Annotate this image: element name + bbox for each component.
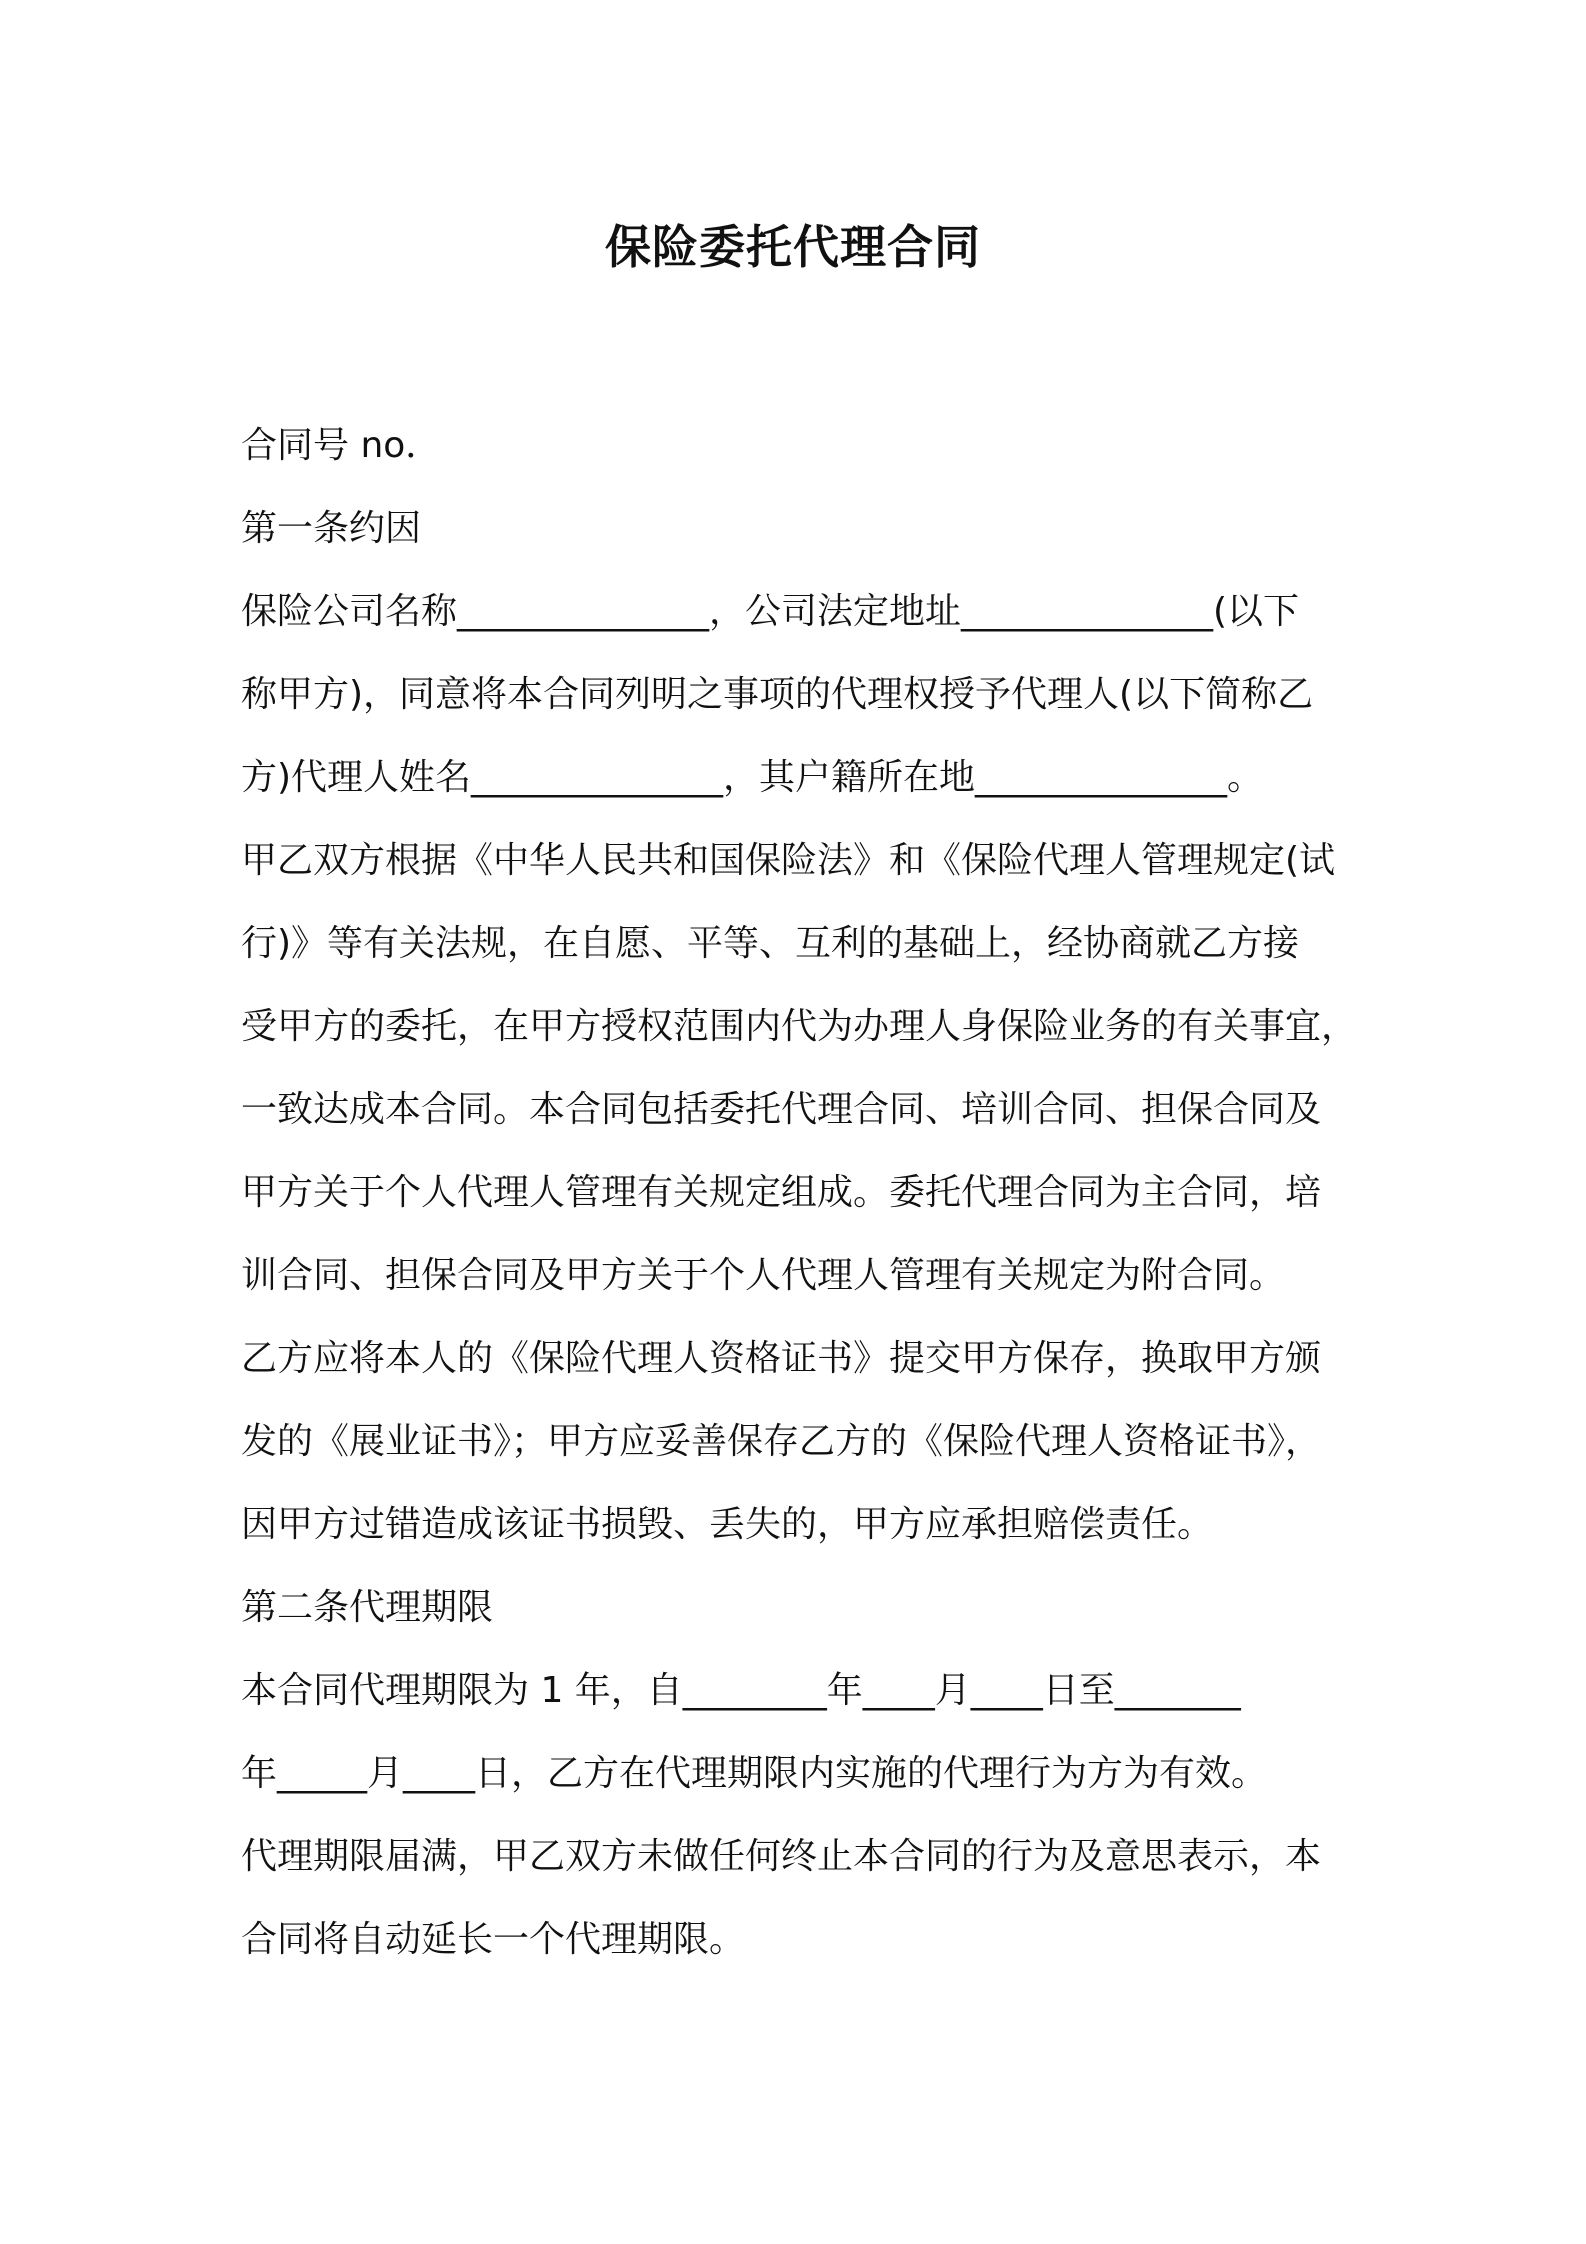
contract-number-line: 合同号 no． [241,425,442,466]
body-line: 训合同、担保合同及甲方关于个人代理人管理有关规定为附合同。 [241,1255,1286,1296]
body-line: 代理期限届满，甲乙双方未做任何终止本合同的行为及意思表示，本 [241,1836,1322,1877]
body-line: 称甲方)，同意将本合同列明之事项的代理权授予代理人(以下简称乙 [241,674,1314,715]
body-line: 方)代理人姓名______________，其户籍所在地______________。 [241,757,1264,798]
body-line: 甲方关于个人代理人管理有关规定组成。委托代理合同为主合同，培 [241,1172,1322,1213]
body-line: 甲乙双方根据《中华人民共和国保险法》和《保险代理人管理规定(试 [241,840,1336,881]
contract-body [241,404,1361,1981]
body-line: 一致达成本合同。本合同包括委托代理合同、培训合同、担保合同及 [241,1089,1322,1130]
body-line: 受甲方的委托，在甲方授权范围内代为办理人身保险业务的有关事宜， [241,1006,1358,1047]
body-line: 乙方应将本人的《保险代理人资格证书》提交甲方保存，换取甲方颁 [241,1338,1322,1379]
body-line: 本合同代理期限为 1 年，自________年____月____日至_______ [241,1670,1241,1711]
article-2-heading: 第二条代理期限 [241,1587,494,1628]
document-title: 保险委托代理合同 [605,220,981,274]
body-line: 合同将自动延长一个代理期限。 [241,1919,746,1960]
body-line: 行)》等有关法规，在自愿、平等、互利的基础上，经协商就乙方接 [241,923,1300,964]
body-line: 发的《展业证书》；甲方应妥善保存乙方的《保险代理人资格证书》， [241,1421,1322,1462]
body-line: 保险公司名称______________，公司法定地址______________(以下 [241,591,1300,632]
body-line: 因甲方过错造成该证书损毁、丢失的，甲方应承担赔偿责任。 [241,1504,1214,1545]
body-line: 年_____月____日，乙方在代理期限内实施的代理行为方为有效。 [241,1753,1268,1794]
article-1-heading: 第一条约因 [241,508,422,549]
